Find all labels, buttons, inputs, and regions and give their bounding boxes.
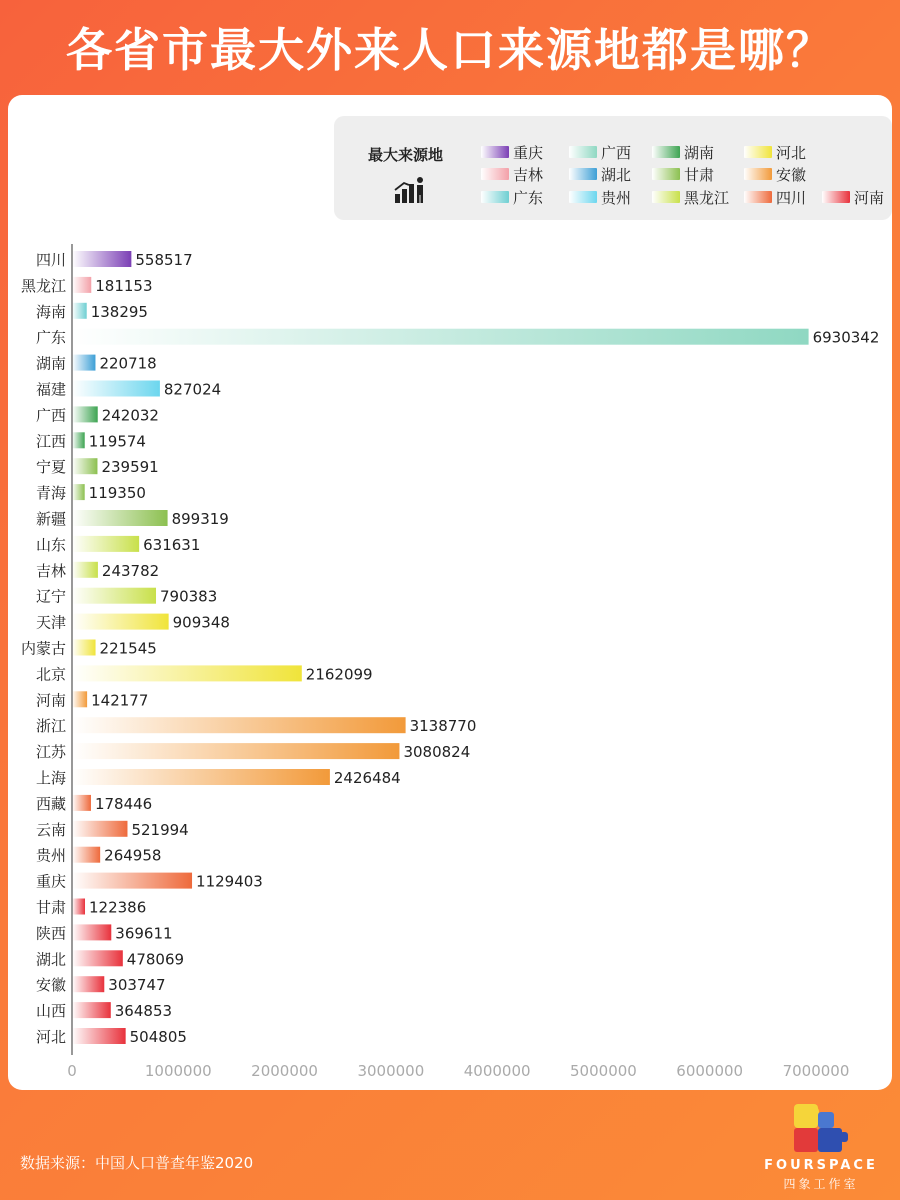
value-label: 6930342 <box>812 328 880 347</box>
bar <box>72 432 85 448</box>
value-label: 119350 <box>88 484 146 503</box>
bar <box>72 588 156 604</box>
bar <box>72 873 192 889</box>
bar <box>72 640 96 656</box>
legend-label: 湖北 <box>601 165 632 184</box>
logo-subtitle: 四象工作室 <box>783 1177 859 1191</box>
category-label: 贵州 <box>35 846 66 865</box>
bar <box>72 484 85 500</box>
legend-heading: 最大来源地 <box>368 146 444 164</box>
x-tick-label: 2000000 <box>251 1062 318 1080</box>
value-label: 790383 <box>160 587 218 606</box>
category-label: 重庆 <box>35 872 66 891</box>
value-label: 558517 <box>135 251 193 269</box>
legend-label: 广东 <box>513 188 544 207</box>
bar <box>72 665 302 681</box>
category-label: 上海 <box>35 769 66 787</box>
legend-label: 甘肃 <box>684 165 715 184</box>
value-label: 239591 <box>101 458 159 477</box>
value-label: 899319 <box>171 510 229 528</box>
value-label: 138295 <box>90 302 148 321</box>
x-tick-label: 6000000 <box>676 1062 744 1080</box>
value-label: 264958 <box>104 846 162 865</box>
category-label: 广西 <box>35 406 66 425</box>
bar <box>72 614 169 630</box>
x-tick-label: 5000000 <box>570 1062 637 1080</box>
bar <box>72 536 139 552</box>
value-label: 2426484 <box>333 769 401 787</box>
legend-label: 河南 <box>854 188 885 207</box>
category-label: 甘肃 <box>35 898 66 917</box>
value-label: 369611 <box>115 924 173 943</box>
category-label: 西藏 <box>35 794 66 813</box>
value-label: 3080824 <box>403 743 471 762</box>
category-label: 湖南 <box>35 354 66 373</box>
bar <box>72 355 95 371</box>
bar <box>72 303 87 319</box>
value-label: 220718 <box>99 354 157 373</box>
legend-label: 黑龙江 <box>684 188 730 207</box>
legend-label: 贵州 <box>601 188 632 207</box>
value-label: 242032 <box>101 406 159 425</box>
category-label: 云南 <box>35 820 66 839</box>
category-label: 江苏 <box>35 743 66 762</box>
value-label: 122386 <box>89 898 147 917</box>
legend-label: 广西 <box>601 143 632 162</box>
value-label: 142177 <box>91 691 149 710</box>
value-label: 478069 <box>126 950 185 969</box>
category-label: 河北 <box>35 1028 66 1046</box>
value-label: 119574 <box>88 432 146 451</box>
x-tick-label: 3000000 <box>357 1062 425 1080</box>
category-label: 浙江 <box>35 717 66 736</box>
category-label: 新疆 <box>35 510 66 528</box>
bar <box>72 717 406 733</box>
category-label: 山西 <box>35 1002 66 1021</box>
bar <box>72 1002 111 1018</box>
x-tick-label: 0 <box>67 1062 77 1080</box>
value-label: 827024 <box>163 380 222 399</box>
bar <box>72 769 330 785</box>
value-label: 181153 <box>95 276 153 295</box>
value-label: 909348 <box>172 613 230 632</box>
category-label: 陕西 <box>35 924 66 943</box>
logo-name: FOURSPACE <box>764 1158 878 1173</box>
legend-label: 吉林 <box>513 165 544 184</box>
x-tick-label: 7000000 <box>782 1062 850 1080</box>
category-label: 广东 <box>35 328 66 347</box>
category-label: 黑龙江 <box>20 276 66 295</box>
category-label: 湖北 <box>35 950 66 969</box>
category-label: 青海 <box>35 484 66 503</box>
category-label: 吉林 <box>35 561 66 580</box>
legend-label: 重庆 <box>513 143 544 162</box>
bar <box>72 562 98 578</box>
bar <box>72 277 91 293</box>
category-label: 辽宁 <box>35 587 66 606</box>
page-title: 各省市最大外来人口来源地都是哪？ <box>66 23 834 77</box>
bar <box>72 924 111 940</box>
value-label: 178446 <box>94 794 153 813</box>
data-source: 数据来源：中国人口普查年鉴2020 <box>20 1154 254 1172</box>
category-label: 河南 <box>35 691 66 710</box>
x-tick-label: 4000000 <box>463 1062 531 1080</box>
value-label: 221545 <box>99 639 157 658</box>
value-label: 303747 <box>108 976 166 995</box>
bar <box>72 950 123 966</box>
value-label: 1129403 <box>196 872 263 891</box>
x-tick-label: 1000000 <box>144 1062 212 1080</box>
category-label: 海南 <box>35 302 66 321</box>
category-label: 天津 <box>35 613 66 632</box>
value-label: 243782 <box>101 561 160 580</box>
bar <box>72 847 100 863</box>
category-label: 福建 <box>35 380 66 399</box>
value-label: 504805 <box>129 1028 187 1046</box>
value-label: 2162099 <box>305 665 373 684</box>
category-label: 宁夏 <box>35 458 66 477</box>
bar <box>72 510 168 526</box>
bar <box>72 899 85 915</box>
legend-label: 四川 <box>776 188 807 207</box>
category-label: 四川 <box>35 251 66 269</box>
category-label: 内蒙古 <box>20 639 66 658</box>
bar <box>72 691 87 707</box>
bar <box>72 743 399 759</box>
bar <box>72 976 104 992</box>
bar <box>72 821 127 837</box>
category-label: 北京 <box>35 665 66 684</box>
bar <box>72 251 131 267</box>
bar <box>72 381 160 397</box>
legend-label: 河北 <box>776 143 807 162</box>
category-label: 山东 <box>35 535 66 554</box>
legend-label: 安徽 <box>776 165 807 184</box>
value-label: 364853 <box>114 1002 173 1021</box>
legend-label: 湖南 <box>684 143 715 162</box>
category-label: 江西 <box>35 432 66 451</box>
category-label: 安徽 <box>35 976 66 995</box>
bar <box>72 1028 126 1044</box>
value-label: 631631 <box>143 535 201 554</box>
bar <box>72 795 91 811</box>
bar <box>72 458 97 474</box>
bar <box>72 329 809 345</box>
bar <box>72 406 98 422</box>
value-label: 3138770 <box>409 717 477 736</box>
value-label: 521994 <box>131 820 189 839</box>
